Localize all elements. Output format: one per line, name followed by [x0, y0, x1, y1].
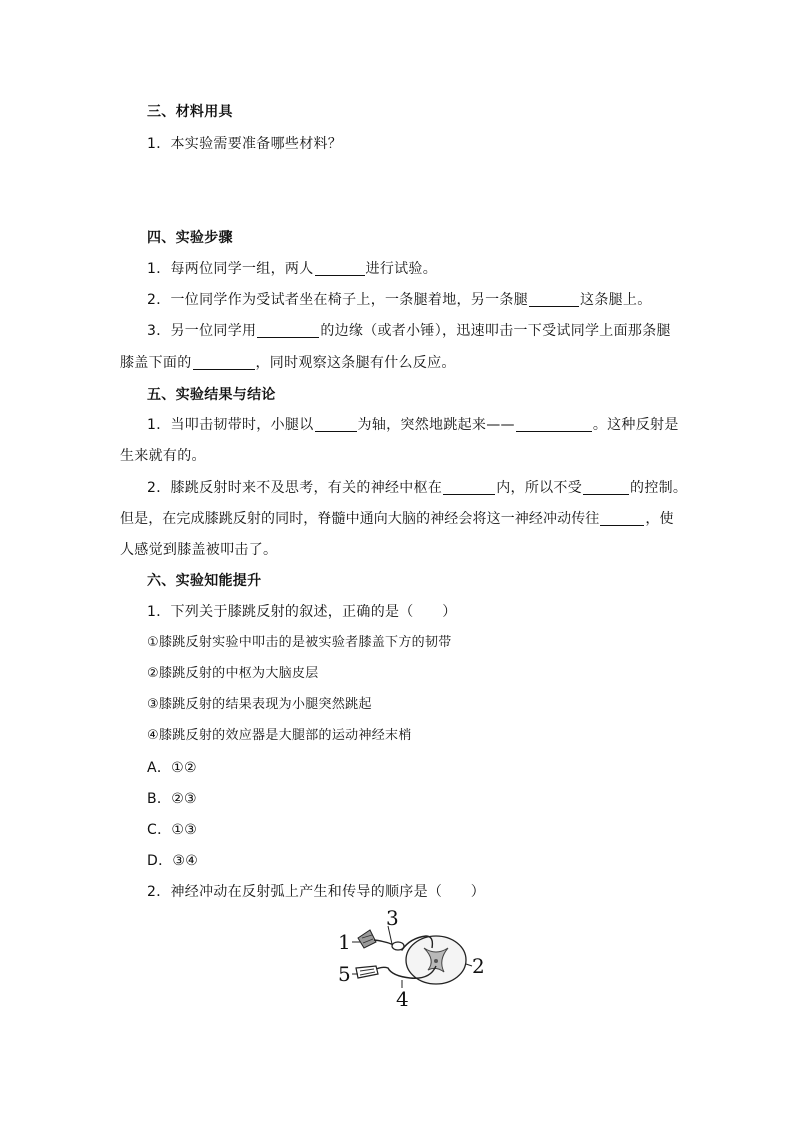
option-d[interactable]: D．③④ — [147, 853, 199, 869]
ganglion — [392, 942, 404, 950]
label-4: 4 — [396, 987, 409, 1010]
step-3-text-b: 的边缘（或者小锤），迅速叩击一下受试同学上面那条腿 — [320, 323, 671, 339]
section-6-heading: 六、实验知能提升 — [147, 573, 262, 589]
central-canal — [434, 959, 438, 963]
step-3 — [147, 322, 671, 340]
section-3-question-1: 1．本实验需要准备哪些材料？ — [147, 136, 343, 152]
label-3: 3 — [386, 908, 399, 930]
step-3-text-d: ，同时观察这条腿有什么反应。 — [255, 355, 456, 371]
answer-blank[interactable] — [193, 355, 255, 370]
answer-blank[interactable] — [529, 292, 579, 307]
label-2: 2 — [472, 954, 485, 978]
step-3-text-c: 膝盖下面的 — [120, 355, 192, 371]
statement-2: ②膝跳反射的中枢为大脑皮层 — [147, 666, 319, 681]
option-b[interactable]: B．②③ — [147, 791, 197, 807]
result-2 — [147, 479, 687, 497]
label-1: 1 — [338, 930, 351, 954]
answer-blank[interactable] — [600, 511, 644, 526]
step-2-text-a: 2．一位同学作为受试者坐在椅子上，一条腿着地，另一条腿 — [147, 292, 529, 308]
result-2-text-b: 内，所以不受 — [496, 480, 583, 496]
label-5: 5 — [338, 962, 351, 986]
step-1-text-a: 1．每两位同学一组，两人 — [147, 261, 314, 277]
section-4-heading: 四、实验步骤 — [147, 230, 233, 246]
result-2-continued — [120, 510, 674, 528]
result-1-text-b: 为轴，突然地跳起来—— — [357, 417, 515, 433]
statement-4: ④膝跳反射的效应器是大腿部的运动神经末梢 — [147, 728, 412, 743]
result-2-text-e: ，使 — [645, 511, 674, 527]
answer-blank[interactable] — [257, 323, 319, 338]
result-1-continued: 生来就有的。 — [120, 448, 206, 464]
statement-1: ①膝跳反射实验中叩击的是被实验者膝盖下方的韧带 — [147, 635, 452, 650]
question-2-stem: 2．神经冲动在反射弧上产生和传导的顺序是（ ） — [147, 884, 486, 900]
answer-blank[interactable] — [516, 417, 592, 432]
answer-blank[interactable] — [443, 480, 495, 495]
answer-blank[interactable] — [583, 480, 629, 495]
step-3-continued — [120, 354, 456, 372]
option-a[interactable]: A．①② — [147, 760, 197, 776]
result-1-text-c: 。这种反射是 — [592, 417, 679, 433]
result-1 — [147, 416, 679, 434]
step-1 — [147, 260, 437, 278]
step-3-text-a: 3．另一位同学用 — [147, 323, 257, 339]
step-2 — [147, 291, 652, 309]
receptor — [358, 930, 376, 948]
reflex-arc-diagram — [332, 908, 492, 1010]
result-2-text-c: 的控制。 — [630, 480, 688, 496]
result-2-end: 人感觉到膝盖被叩击了。 — [120, 542, 278, 558]
section-5-heading: 五、实验结果与结论 — [147, 387, 276, 403]
step-2-text-b: 这条腿上。 — [580, 292, 652, 308]
option-c[interactable]: C．①③ — [147, 822, 198, 838]
result-2-text-a: 2．膝跳反射时来不及思考，有关的神经中枢在 — [147, 480, 443, 496]
step-1-text-b: 进行试验。 — [365, 261, 438, 277]
section-3-heading: 三、材料用具 — [147, 104, 233, 120]
question-1-stem: 1．下列关于膝跳反射的叙述，正确的是（ ） — [147, 604, 457, 620]
result-2-text-d: 但是，在完成膝跳反射的同时，脊髓中通向大脑的神经会将这一神经冲动传往 — [120, 511, 600, 527]
result-1-text-a: 1．当叩击韧带时，小腿以 — [147, 417, 314, 433]
answer-blank[interactable] — [315, 261, 365, 276]
statement-3: ③膝跳反射的结果表现为小腿突然跳起 — [147, 697, 372, 712]
answer-blank[interactable] — [315, 417, 357, 432]
